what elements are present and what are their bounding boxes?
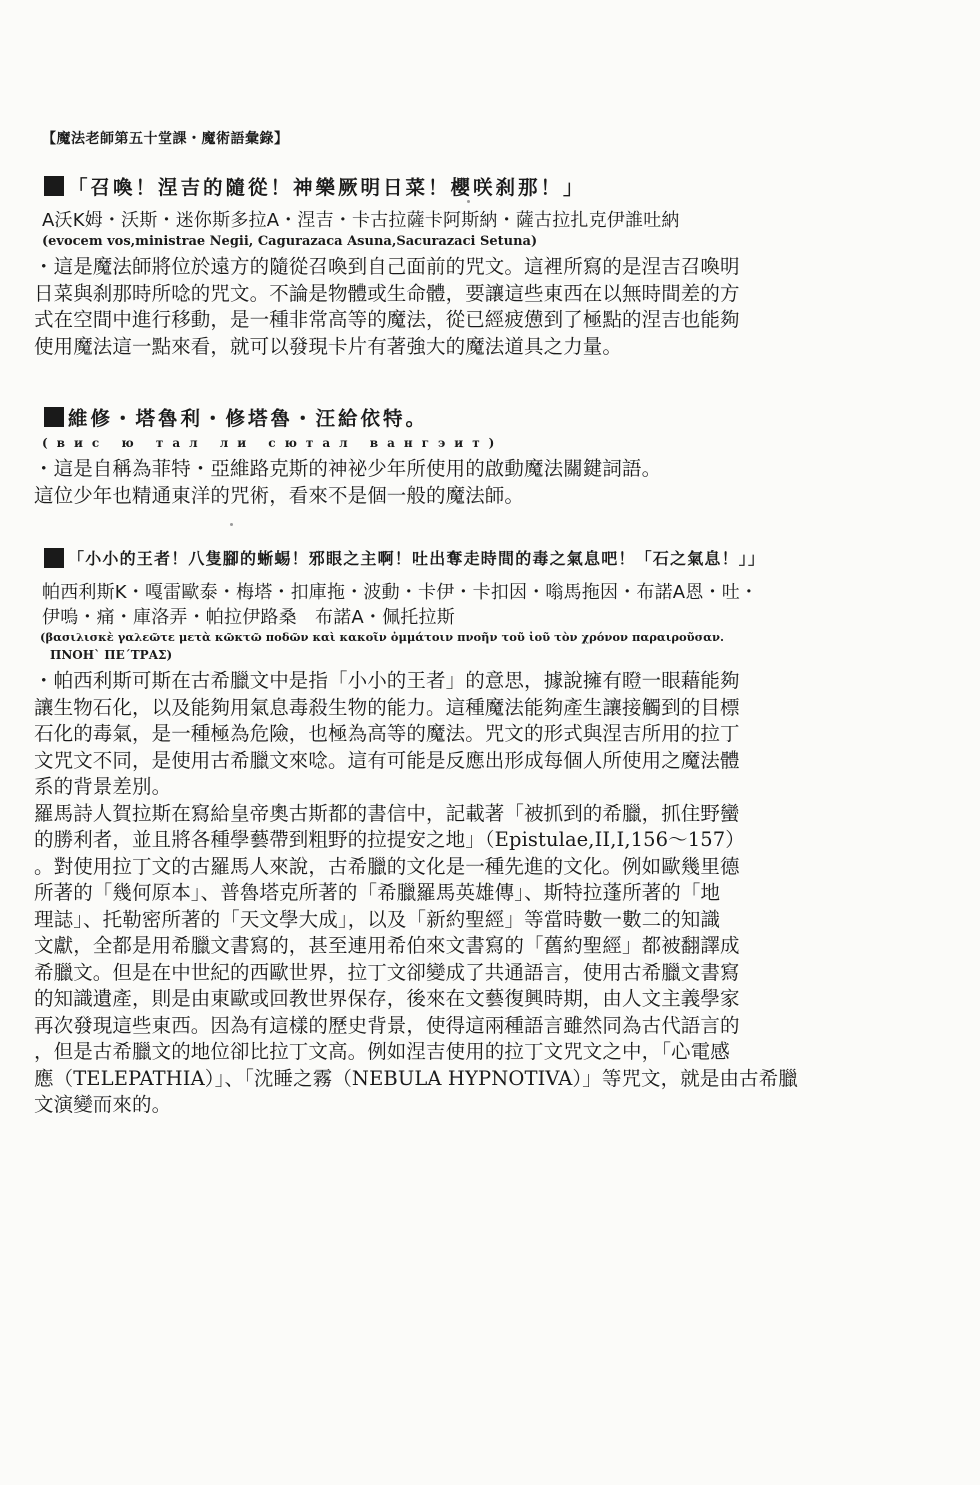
body-line: 的勝利者，並且將各種學藝帶到粗野的拉提安之地」（Epistulae,II,I,156～157） [34, 828, 745, 851]
body-line: 文獻，全都是用希臘文書寫的，甚至連用希伯來文書寫的「舊約聖經」都被翻譯成 [34, 934, 740, 957]
body-line: 希臘文。但是在中世紀的西歐世界，拉丁文卻變成了共通語言，使用古希臘文書寫 [34, 960, 740, 984]
body-line: 應（TELEPATHIA）」、「沈睡之霧（NEBULA HYPNOTIVA）」等咒文，就是由古希臘 [34, 1066, 798, 1090]
black-square-icon [44, 407, 64, 427]
body-line: 文咒文不同，是使用古希臘文來唸。這有可能是反應出形成每個人所使用之魔法體 [34, 748, 740, 772]
section-3-title-row [44, 546, 765, 569]
print-speck [230, 523, 233, 526]
section-1-reading: A沃K姆・沃斯・迷你斯多拉A・涅吉・卡古拉薩卡阿斯納・薩古拉扎克伊誰吐納 [42, 210, 680, 231]
body-line: 。對使用拉丁文的古羅馬人來說，古希臘的文化是一種先進的文化。例如歐幾里德 [34, 854, 740, 878]
black-square-icon [44, 548, 64, 568]
section-2-original: (вис ю тал ли сютал вангэит) [42, 436, 504, 450]
section-3-reading-line-1: 帕西利斯K・嘎雷歐泰・梅塔・扣庫拖・波動・卡伊・卡扣因・嗡馬拖因・布諾A恩・吐・ [42, 582, 759, 603]
section-2-body [34, 456, 874, 509]
body-line: ，但是古希臘文的地位卻比拉丁文高。例如涅吉使用的拉丁文咒文之中，「心電感 [34, 1040, 730, 1063]
body-line: 石化的毒氣，是一種極為危險，也極為高等的魔法。咒文的形式與涅吉所用的拉丁 [34, 722, 740, 745]
body-line: 文演變而來的。 [34, 1093, 172, 1116]
section-2-title: 維修・塔魯利・修塔魯・汪給依特。 [68, 407, 429, 430]
black-square-icon [44, 176, 64, 196]
body-line: 日菜與刹那時所唸的咒文。不論是物體或生命體，要讓這些東西在以無時間差的方 [34, 281, 740, 305]
body-line: 式在空間中進行移動，是一種非常高等的魔法，從已經疲憊到了極點的涅吉也能夠 [34, 308, 740, 331]
body-line: ・帕西利斯可斯在古希臘文中是指「小小的王者」的意思，據說擁有瞪一眼藉能夠 [34, 669, 740, 692]
body-line: 羅馬詩人賀拉斯在寫給皇帝奧古斯都的書信中，記載著「被抓到的希臘，抓住野蠻 [34, 801, 740, 825]
section-3-original-line-1: (βασιλισκὲ γαλεῶτε μετὰ κῶκτῶ ποδῶν καὶ κακοῖν ὀμμάτοιν πνοῆν τοῦ ἰοῦ τὸν χρόνον παραιροῦσαν. [40, 630, 724, 644]
body-line: 這位少年也精通東洋的咒術，看來不是個一般的魔法師。 [34, 483, 525, 507]
section-1-body [34, 254, 874, 360]
section-3-original-line-2: ΠΝΟΗ` ΠΕ´ΤΡΑΣ) [50, 648, 173, 662]
body-line: 再次發現這些東西。因為有這樣的歷史背景，使得這兩種語言雖然同為古代語言的 [34, 1013, 740, 1037]
body-line: ・這是自稱為菲特・亞維路克斯的神祕少年所使用的啟動魔法關鍵詞語。 [34, 457, 662, 480]
body-line: 所著的「幾何原本」、普魯塔克所著的「希臘羅馬英雄傳」、斯特拉蓬所著的「地 [34, 881, 721, 904]
body-line: 的知識遺產，則是由東歐或回教世界保存，後來在文藝復興時期，由人文主義學家 [34, 987, 740, 1010]
section-1-original: (evocem vos,ministrae Negii, Cagurazaca Asuna,Sacurazaci Setuna) [42, 234, 538, 249]
body-line: 使用魔法這一點來看，就可以發現卡片有著強大的魔法道具之力量。 [34, 334, 623, 358]
body-line: 讓生物石化，以及能夠用氣息毒殺生物的能力。這種魔法能夠產生讓接觸到的目標 [34, 695, 740, 719]
section-1-title-row [44, 172, 586, 200]
body-line: 系的背景差別。 [34, 775, 172, 798]
section-3-reading-line-2: 伊嗚・痛・庫洛弄・帕拉伊路桑 布諾A・佩托拉斯 [42, 607, 455, 628]
section-3-title: 「小小的王者！八隻腳的蜥蜴！邪眼之主啊！吐出奪走時間的毒之氣息吧！「石之氣息！」」 [68, 549, 766, 568]
body-line: 理誌」、托勒密所著的「天文學大成」，以及「新約聖經」等當時數一數二的知識 [34, 907, 721, 931]
section-1-title: 「召喚！涅吉的隨從！神樂厥明日菜！櫻咲刹那！」 [68, 176, 586, 199]
section-2-title-row [44, 403, 428, 431]
print-speck [467, 200, 470, 203]
body-line: ・這是魔法師將位於遠方的隨從召喚到自己面前的咒文。這裡所寫的是涅吉召喚明 [34, 255, 740, 278]
section-3-body [34, 668, 874, 1119]
page-header: 【魔法老師第五十堂課・魔術語彙錄】 [42, 131, 289, 147]
